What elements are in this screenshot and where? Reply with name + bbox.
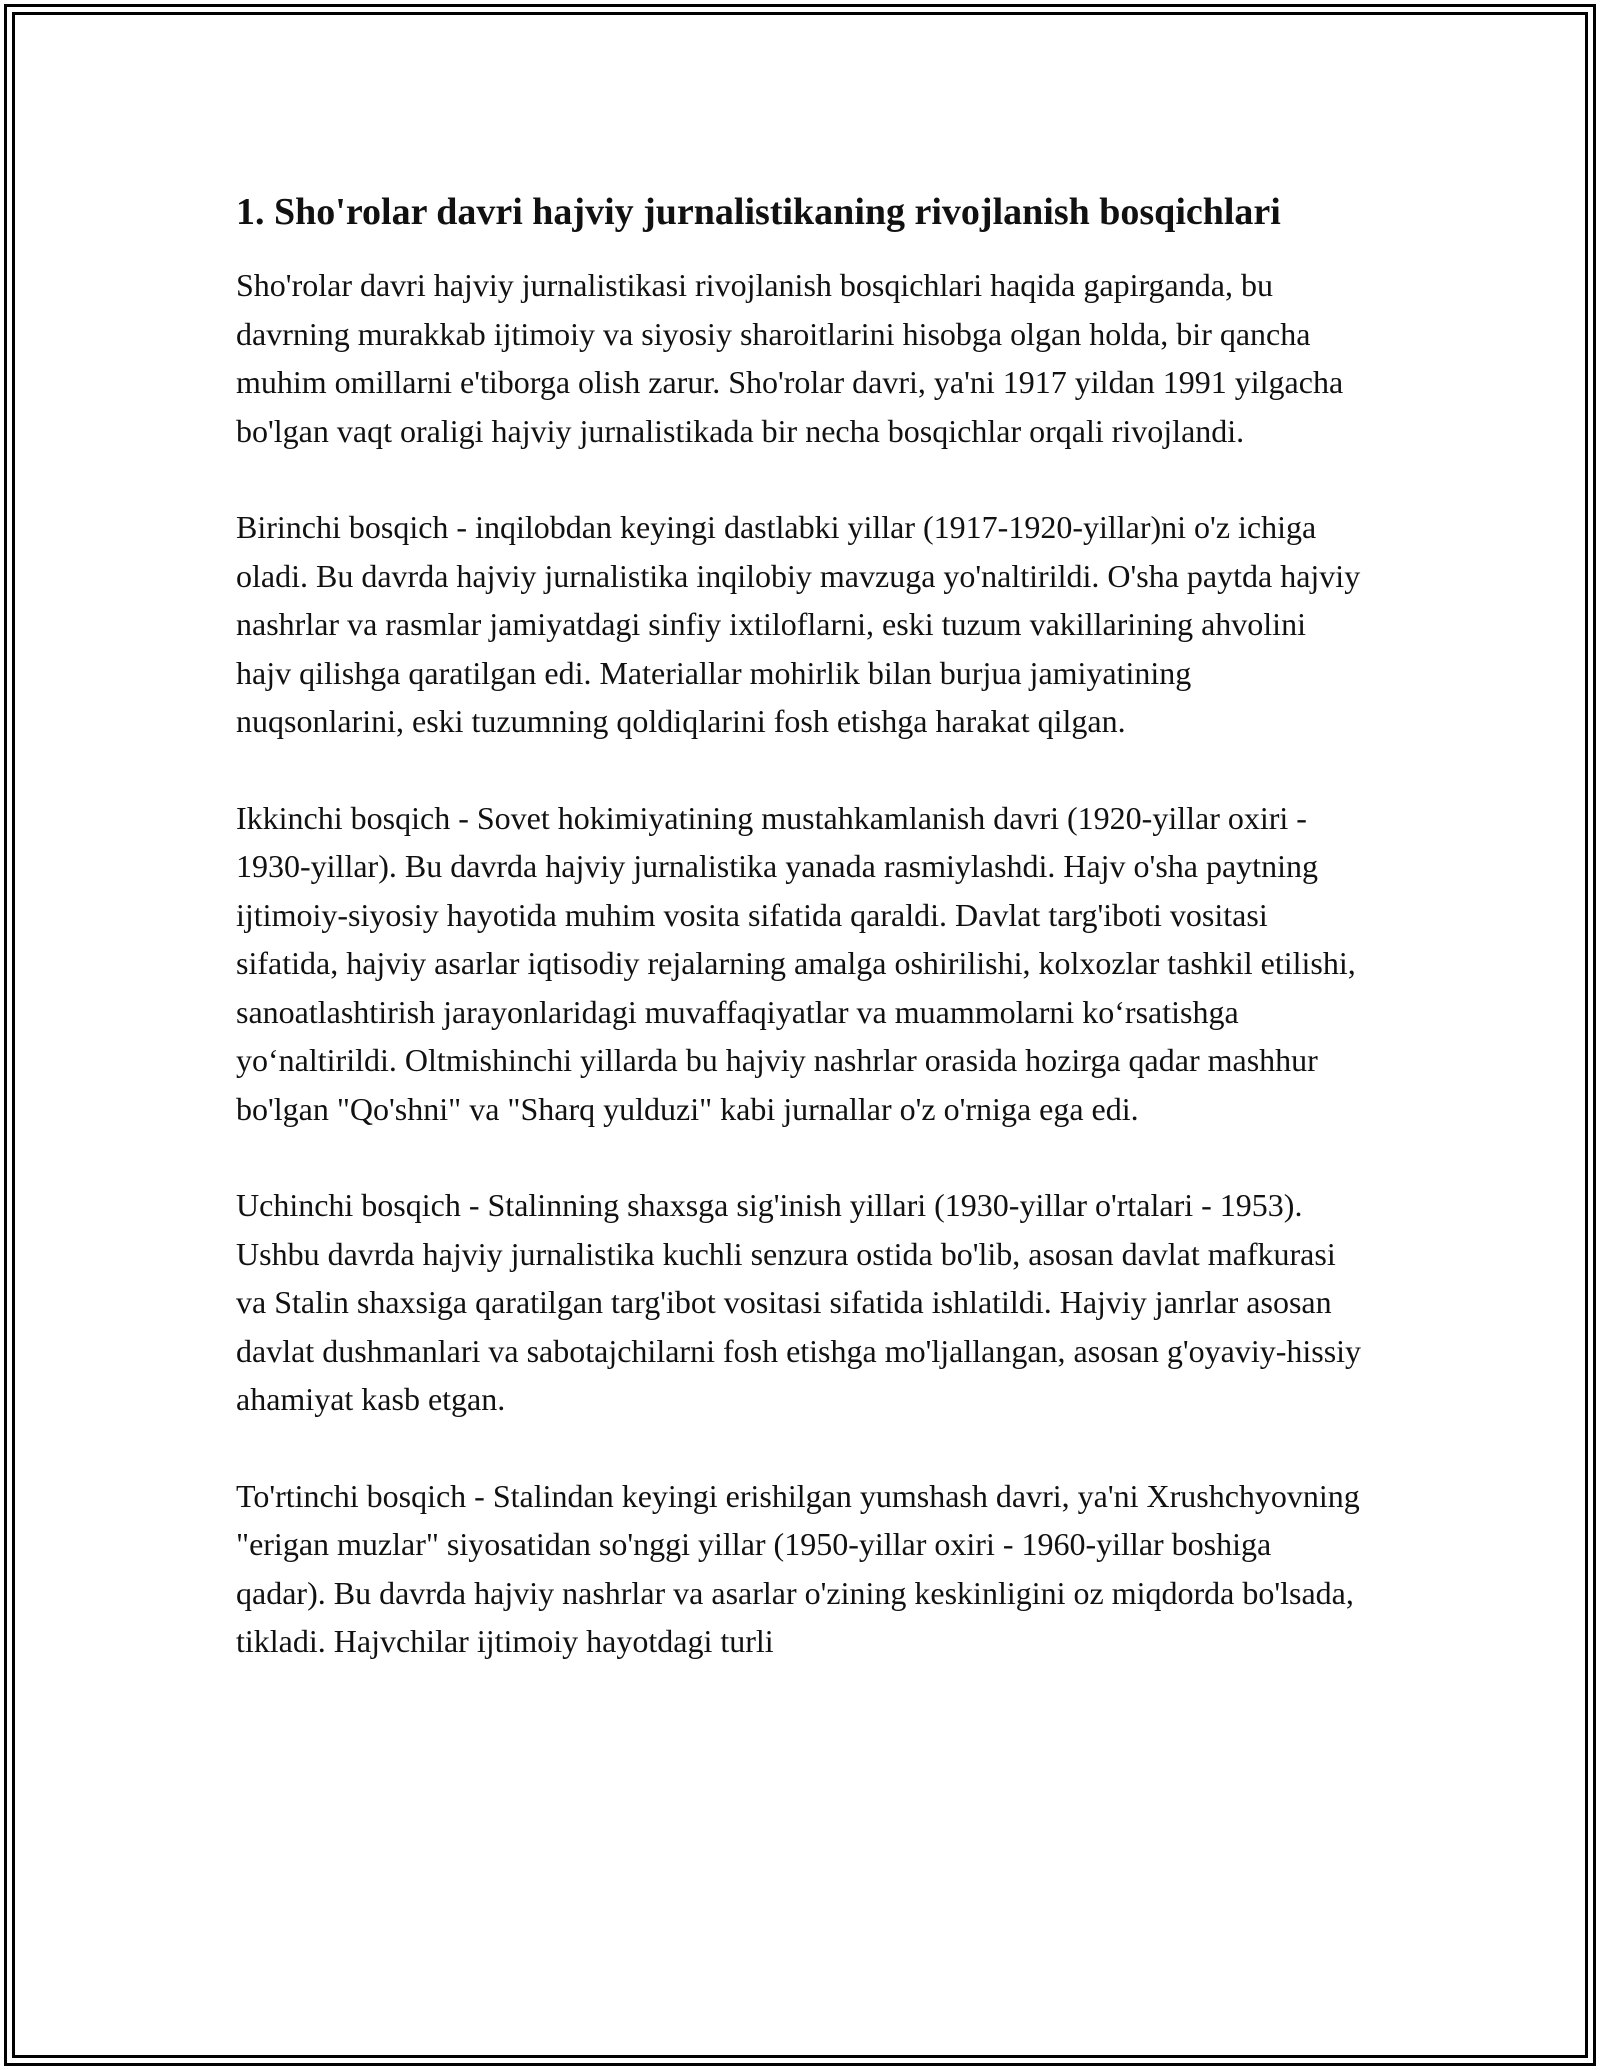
document-body — [236, 186, 1366, 1714]
paragraph-stage-1: Birinchi bosqich - inqilobdan keyingi dastlabki yillar (1917-1920-yillar)ni o'z ichiga oladi. Bu davrda hajviy jurnalistika inqilobiy mavzuga yo'naltirildi. O'sha paytda hajviy nashrlar va rasmlar jamiyatdagi sinfiy ixtiloflarni, eski tuzum vakillarining ahvolini hajv qilishga qaratilgan edi. Materiallar mohirlik bilan burjua jamiyatining nuqsonlarini, eski tuzumning qoldiqlarini fosh etishga harakat qilgan. — [236, 509, 1361, 739]
paragraph-stage-4: To'rtinchi bosqich - Stalindan keyingi erishilgan yumshash davri, ya'ni Xrushchyovning "erigan muzlar" siyosatidan so'nggi yillar (1950-yillar oxiri - 1960-yillar boshiga qadar). Bu davrda hajviy nashrlar va asarlar o'zining keskinligini oz miqdorda bo'lsada, tikladi. Hajvchilar ijtimoiy hayotdagi turli — [236, 1477, 1360, 1659]
paragraph-intro: Sho'rolar davri hajviy jurnalistikasi rivojlanish bosqichlari haqida gapirganda, bu davrning murakkab ijtimoiy va siyosiy sharoitlarini hisobga olgan holda, bir qancha muhim omillarni e'tiborga olish zarur. Sho'rolar davri, ya'ni 1917 yildan 1991 yilgacha bo'lgan vaqt oraligi hajviy jurnalistikada bir necha bosqichlar orqali rivojlandi. — [236, 267, 1344, 449]
section-heading: 1. Sho'rolar davri hajviy jurnalistikaning rivojlanish bosqichlari — [236, 191, 1281, 233]
paragraph-stage-2: Ikkinchi bosqich - Sovet hokimiyatining mustahkamlanish davri (1920-yillar oxiri - 1930-yillar). Bu davrda hajviy jurnalistika yanada rasmiylashdi. Hajv o'sha paytning ijtimoiy-siyosiy hayotida muhim vosita sifatida qaraldi. Davlat targ'iboti vositasi sifatida, hajviy asarlar iqtisodiy rejalarning amalga oshirilishi, kolxozlar tashkil etilishi, sanoatlashtirish jarayonlaridagi muvaffaqiyatlar va muammolarni ko‘rsatishga yo‘naltirildi. Oltmishinchi yillarda bu hajviy nashrlar orasida hozirga qadar mashhur bo'lgan "Qo'shni" va "Sharq yulduzi" kabi jurnallar o'z o'rniga ega edi. — [236, 799, 1356, 1127]
paragraph-stage-3: Uchinchi bosqich - Stalinning shaxsga sig'inish yillari (1930-yillar o'rtalari - 1953). Ushbu davrda hajviy jurnalistika kuchli senzura ostida bo'lib, asosan davlat mafkurasi va Stalin shaxsiga qaratilgan targ'ibot vositasi sifatida ishlatildi. Hajviy janrlar asosan davlat dushmanlari va sabotajchilarni fosh etishga mo'ljallangan, asosan g'oyaviy-hissiy ahamiyat kasb etgan. — [236, 1187, 1362, 1417]
